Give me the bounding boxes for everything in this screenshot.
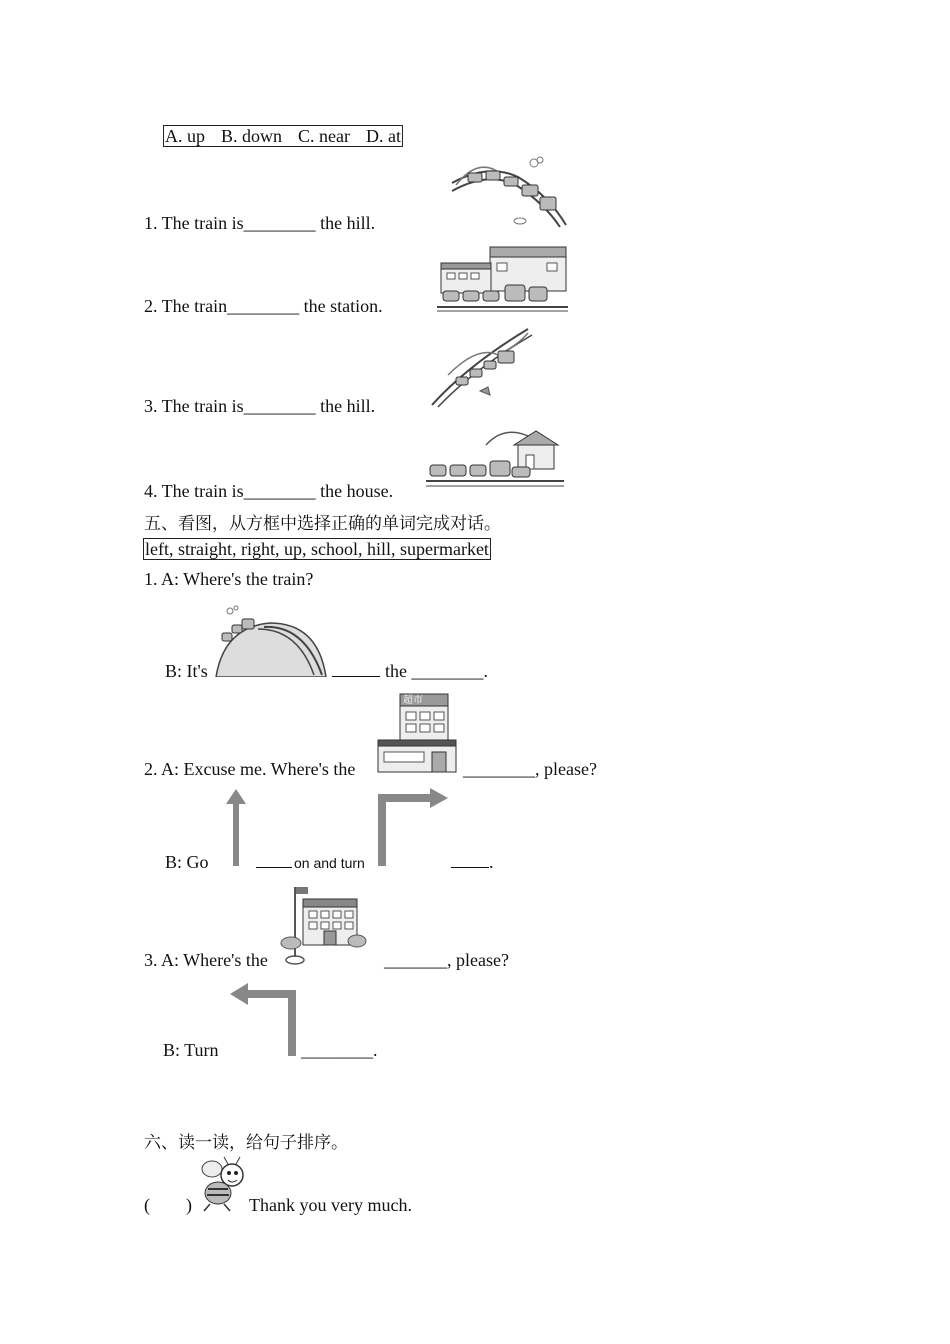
question-1-before: 1. The train is________ xyxy=(144,213,316,233)
train-down-hill-illustration xyxy=(428,325,534,410)
arrow-turn-right-icon xyxy=(378,786,450,866)
word-box: left, straight, right, up, school, hill, supermarket xyxy=(145,539,489,559)
dialog-3-answer-prefix: B: Turn xyxy=(163,1040,219,1060)
option-d: D. at xyxy=(366,126,401,146)
question-2 xyxy=(144,296,383,317)
train-at-station-illustration xyxy=(435,243,570,313)
dialog-2-answer-blank-2[interactable] xyxy=(451,852,489,873)
supermarket-illustration xyxy=(376,690,458,774)
dialog-1-answer-blank-1[interactable] xyxy=(332,661,380,682)
dialog-3-question-suffix: _______, please? xyxy=(384,950,509,970)
question-3 xyxy=(144,396,375,417)
question-2-after: the station. xyxy=(299,296,383,316)
dialog-1-question: 1. A: Where's the train? xyxy=(144,569,314,589)
dialog-2-question-suffix: ________, please? xyxy=(463,759,597,779)
question-1 xyxy=(144,213,375,234)
arrow-straight-icon xyxy=(224,788,248,866)
bee-mascot-illustration xyxy=(196,1155,248,1215)
dialog-2-question-prefix: 2. A: Excuse me. Where's the xyxy=(144,759,356,779)
options-box xyxy=(163,125,403,147)
dialog-1-answer-prefix: B: It's xyxy=(165,661,208,681)
question-1-after: the hill. xyxy=(315,213,376,233)
dialog-1-answer-mid: the ________. xyxy=(385,661,488,681)
part6-heading: 六、读一读，给句子排序。 xyxy=(144,1133,348,1153)
school-illustration xyxy=(279,881,367,967)
dialog-3-answer-suffix: ________. xyxy=(301,1040,378,1060)
dialog-2-answer-blank-1[interactable] xyxy=(256,852,292,873)
supermarket-sign: 超市 xyxy=(403,695,423,706)
question-4-before: 4. The train is________ xyxy=(144,481,316,501)
dialog-3-question-prefix: 3. A: Where's the xyxy=(144,950,268,970)
part5-heading: 五、看图，从方框中选择正确的单词完成对话。 xyxy=(144,514,501,534)
answer-bracket[interactable]: ( ) xyxy=(144,1195,192,1215)
option-b: B. down xyxy=(221,126,283,146)
dialog-2-answer-mid: on and turn xyxy=(294,855,365,871)
question-4 xyxy=(144,481,393,502)
question-3-after: the hill. xyxy=(315,396,376,416)
question-3-before: 3. The train is________ xyxy=(144,396,316,416)
question-2-before: 2. The train________ xyxy=(144,296,300,316)
arrow-turn-left-icon xyxy=(228,980,300,1058)
hill-illustration xyxy=(214,605,328,677)
option-a: A. up xyxy=(165,126,205,146)
dialog-2-answer-end: . xyxy=(489,852,494,872)
ordering-sentence: Thank you very much. xyxy=(249,1195,412,1215)
train-near-house-illustration xyxy=(426,423,566,491)
dialog-2-answer-prefix: B: Go xyxy=(165,852,209,872)
train-up-hill-illustration xyxy=(448,155,570,230)
option-c: C. near xyxy=(298,126,350,146)
question-4-after: the house. xyxy=(315,481,394,501)
